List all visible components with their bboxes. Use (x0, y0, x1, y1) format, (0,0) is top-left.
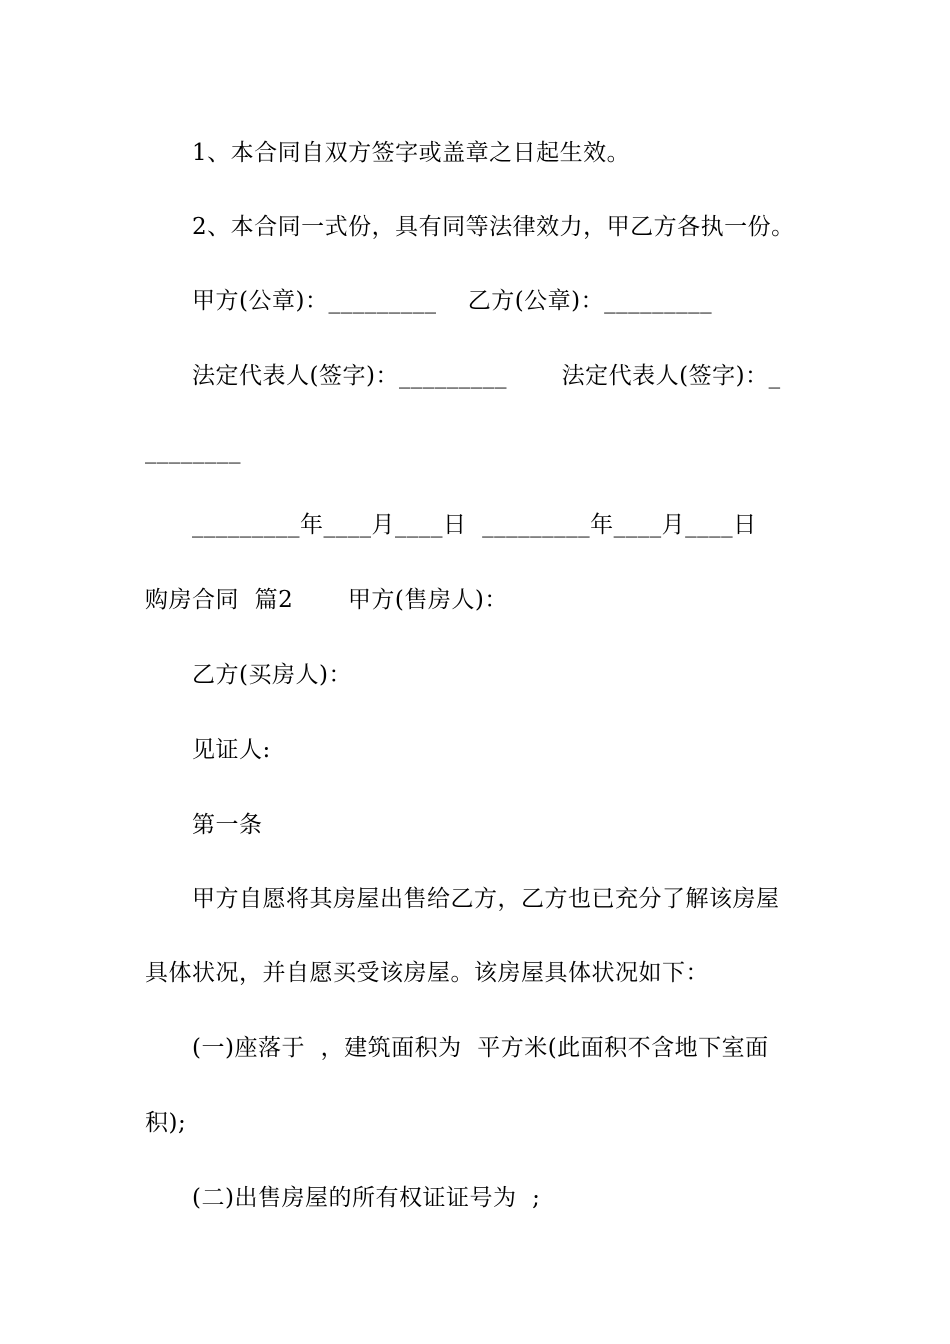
article-one-heading: 第一条 (192, 812, 263, 838)
clause-copies: 2、本合同一式份，具有同等法律效力，甲乙方各执一份。 (192, 214, 795, 240)
signature-continuation: ________ (145, 438, 241, 464)
article-one-text-2: 具体状况，并自愿买受该房屋。该房屋具体状况如下： (145, 960, 709, 986)
witness-line: 见证人: (192, 737, 271, 763)
representative-signature-line: 法定代表人(签字)：_________ 法定代表人(签字)：_ (192, 363, 781, 389)
date-line: _________年____月____日 _________年____月____日 (192, 512, 757, 538)
item-two-text: (二)出售房屋的所有权证证号为 ; (192, 1185, 541, 1211)
party-seal-line: 甲方(公章)：_________ 乙方(公章)：_________ (192, 288, 713, 314)
item-one-text-1: (一)座落于 ，建筑面积为 平方米(此面积不含地下室面 (192, 1035, 769, 1061)
buyer-line: 乙方(买房人)： (192, 662, 352, 688)
article-one-text-1: 甲方自愿将其房屋出售给乙方，乙方也已充分了解该房屋 (192, 886, 780, 912)
clause-effective: 1、本合同自双方签字或盖章之日起生效。 (192, 140, 631, 166)
item-one-text-2: 积); (145, 1110, 187, 1136)
contract-title-seller: 购房合同 篇2 甲方(售房人)： (145, 587, 508, 613)
